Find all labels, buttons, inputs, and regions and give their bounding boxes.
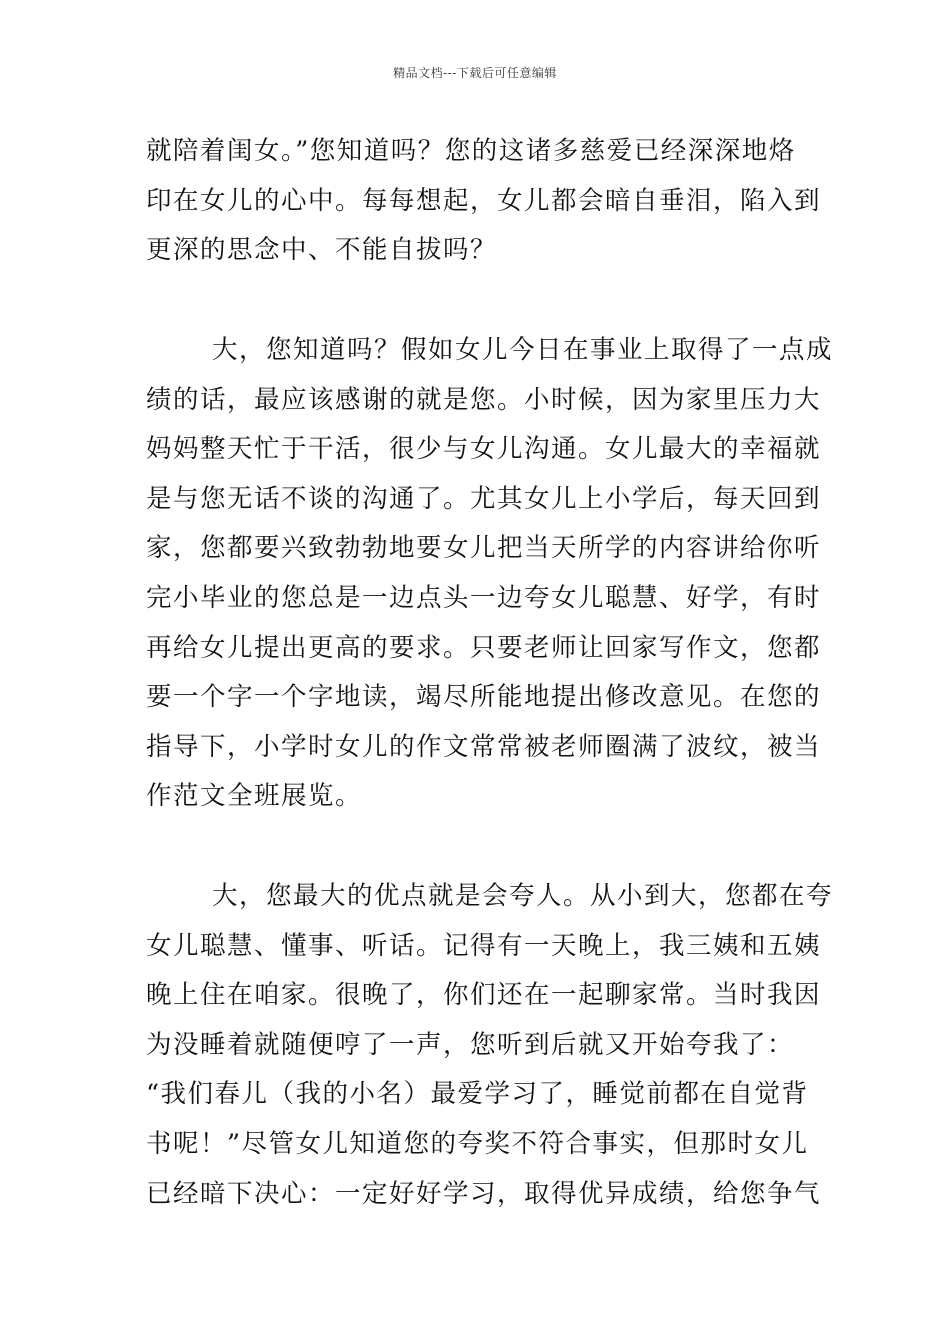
text-line: 就陪着闺女。”您知道吗？您的这诸多慈爱已经深深地烙 (146, 136, 796, 166)
paragraph-2 (146, 326, 834, 822)
text-line: 家，您都要兴致勃勃地要女儿把当天所学的内容讲给你听 (146, 533, 822, 564)
text-line: 为没睡着就随便哼了一声，您听到后就又开始夸我了： (146, 1029, 795, 1060)
text-line: 女儿聪慧、懂事、听话。记得有一天晚上，我三姨和五姨 (146, 930, 822, 961)
page-header: 精品文档---下载后可任意编辑 (393, 66, 557, 80)
text-line: 晚上住在咱家。很晚了，你们还在一起聊家常。当时我因 (146, 980, 822, 1011)
text-line: 大，您知道吗？假如女儿今日在事业上取得了一点成 (212, 335, 834, 365)
text-line: 更深的思念中、不能自拔吗？ (146, 235, 498, 266)
text-line: 作范文全班展览。 (146, 781, 363, 812)
text-line: 书呢！”尽管女儿知道您的夸奖不符合事实，但那时女儿 (146, 1128, 809, 1159)
text-line: 绩的话，最应该感谢的就是您。小时候，因为家里压力大 (146, 384, 822, 415)
paragraph-3 (146, 872, 834, 1219)
text-line: 指导下，小学时女儿的作文常常被老师圈满了波纹，被当 (146, 731, 822, 762)
text-line: 已经暗下决心：一定好好学习，取得优异成绩，给您争气 (146, 1178, 822, 1209)
text-line: 再给女儿提出更高的要求。只要老师让回家写作文，您都 (146, 632, 822, 663)
text-line: 大，您最大的优点就是会夸人。从小到大，您都在夸 (212, 881, 834, 911)
text-line: 印在女儿的心中。每每想起，女儿都会暗自垂泪，陷入到 (146, 185, 822, 216)
text-line: 是与您无话不谈的沟通了。尤其女儿上小学后，每天回到 (146, 483, 822, 514)
paragraph-1 (146, 127, 822, 276)
text-line: 完小毕业的您总是一边点头一边夸女儿聪慧、好学，有时 (146, 582, 822, 613)
text-line: “我们春儿（我的小名）最爱学习了，睡觉前都在自觉背 (146, 1079, 809, 1110)
text-line: 妈妈整天忙于干活，很少与女儿沟通。女儿最大的幸福就 (146, 434, 822, 465)
text-line: 要一个字一个字地读，竭尽所能地提出修改意见。在您的 (146, 682, 822, 713)
